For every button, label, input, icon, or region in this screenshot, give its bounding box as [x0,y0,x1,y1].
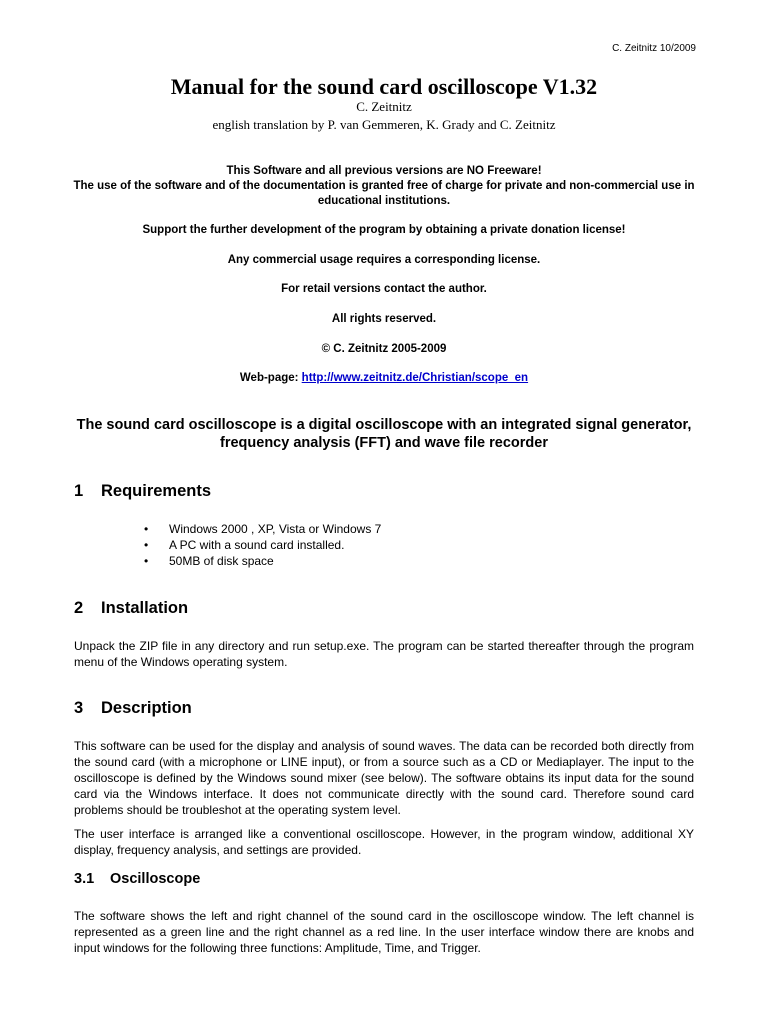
document-title: Manual for the sound card oscilloscope V1.32 [170,74,598,99]
translation-credit: english translation by P. van Gemmeren, K. Grady and C. Zeitnitz [212,117,556,132]
notice-rights: All rights reserved. [331,313,437,325]
notice-retail: For retail versions contact the author. [281,283,487,295]
section-title: Installation [101,599,189,617]
webpage-label: Web-page: [239,372,302,384]
document-author: C. Zeitnitz [356,99,412,114]
section-title: Requirements [101,482,212,500]
section-heading-description [74,699,192,718]
section-number: 3.1 [74,871,95,887]
section-number: 3 [74,699,84,717]
list-item: • Windows 2000 , XP, Vista or Windows 7 [144,522,382,536]
list-item: • 50MB of disk space [144,554,274,568]
bullet-icon: • [144,522,149,536]
lead-summary: The sound card oscilloscope is a digital oscilloscope with an integrated signal generator, frequency analysis (FFT) and wave file recorder [76,417,692,451]
oscilloscope-paragraph: The software shows the left and right channel of the sound card in the oscilloscope window. The left channel is represented as a green line and the right channel as a red line. In the user interface window there are knobs and input windows for the following three functions: Amplitude, Time, and Trigger. [74,909,694,955]
notice-freeware [60,164,708,209]
section-heading-installation [74,599,188,618]
section-number: 2 [74,599,84,617]
notice-copyright: © C. Zeitnitz 2005-2009 [321,343,447,355]
webpage-link[interactable]: http://www.zeitnitz.de/Christian/scope_en [301,372,529,384]
description-paragraph-2: The user interface is arranged like a conventional oscilloscope. However, in the program window, additional XY display, frequency analysis, and settings are provided. [74,827,694,857]
list-item: • A PC with a sound card installed. [144,538,345,552]
notice-freeware-line1: This Software and all previous versions are NO Freeware! [226,165,542,177]
notice-webpage [60,371,708,386]
bullet-icon: • [144,538,149,552]
notice-commercial: Any commercial usage requires a corresponding license. [227,254,541,266]
section-heading-requirements [74,482,211,501]
description-paragraph-1: This software can be used for the display and analysis of sound waves. The data can be recorded both directly from the sound card (with a microphone or LINE input), or from a source such as a CD or Mediaplayer. The input to the oscilloscope is defined by the Windows sound mixer (see below). The software obtains its input data for the sound card via the Windows interface. It does not communicate directly with the sound card. Therefore sound card problems should be troubleshot at the operating system level. [74,739,694,817]
section-title: Description [101,699,192,717]
requirements-list [144,521,381,569]
installation-paragraph: Unpack the ZIP file in any directory and run setup.exe. The program can be started thereafter through the program menu of the Windows operating system. [74,639,694,669]
header-author-date: C. Zeitnitz 10/2009 [612,43,696,54]
section-title: Oscilloscope [110,871,201,887]
section-heading-oscilloscope [74,871,200,887]
section-number: 1 [74,482,84,500]
notice-freeware-line2: The use of the software and of the documentation is granted free of charge for private and non-commercial use in educational institutions. [73,180,695,207]
bullet-icon: • [144,554,149,568]
notice-support: Support the further development of the program by obtaining a private donation license! [142,224,626,236]
